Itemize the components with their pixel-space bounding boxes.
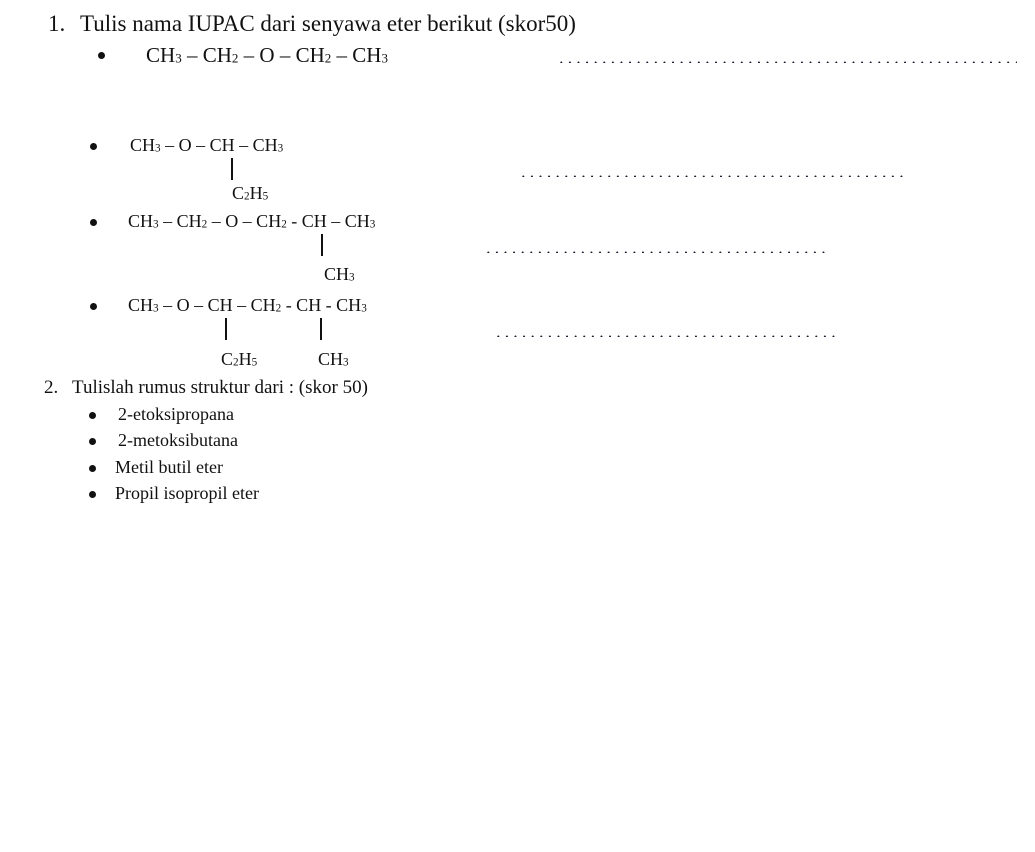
bullet-icon: [89, 465, 96, 472]
bullet-icon: [98, 52, 105, 59]
bullet-icon: [89, 438, 96, 445]
formula-4-branch-2: $CH_3$: [318, 349, 349, 369]
bullet-icon: [90, 303, 97, 310]
bond-line: [225, 318, 227, 340]
list-item: 2-metoksibutana: [118, 430, 238, 450]
bullet-icon: [90, 143, 97, 150]
answer-blank-3[interactable]: [484, 251, 830, 253]
formula-3-branch: $CH_3$: [324, 264, 355, 284]
formula-2-branch: $C_2H_5$: [232, 183, 269, 203]
formula-4-branch-1: $C_2H_5$: [221, 349, 258, 369]
question-2-title: Tulislah rumus struktur dari : (skor 50): [72, 377, 368, 398]
bond-line: [320, 318, 322, 340]
list-item: Propil isopropil eter: [115, 483, 259, 503]
formula-2: $CH_3$ – O – CH – $CH_3$: [130, 135, 284, 155]
question-2-number: 2.: [44, 377, 59, 398]
question-1-number: 1.: [48, 11, 66, 36]
formula-1: $CH_3 - CH_2$ – O – $CH_2 - CH_3$: [146, 43, 388, 67]
list-item: 2-etoksipropana: [118, 404, 234, 424]
bond-line: [321, 234, 323, 256]
question-1-title: Tulis nama IUPAC dari senyawa eter berikut (skor50): [80, 11, 576, 36]
bullet-icon: [89, 491, 96, 498]
bond-line: [231, 158, 233, 180]
formula-4: $CH_3$ – O – CH – $CH_2$ - CH - $CH_3$: [128, 295, 367, 315]
bullet-icon: [90, 219, 97, 226]
list-item: Metil butil eter: [115, 457, 223, 477]
answer-blank-1[interactable]: [557, 61, 1017, 63]
formula-3: $CH_3 - CH_2$ – O – $CH_2$ - CH – $CH_3$: [128, 211, 376, 231]
bullet-icon: [89, 412, 96, 419]
answer-blank-4[interactable]: [494, 335, 840, 337]
answer-blank-2[interactable]: [519, 175, 907, 177]
